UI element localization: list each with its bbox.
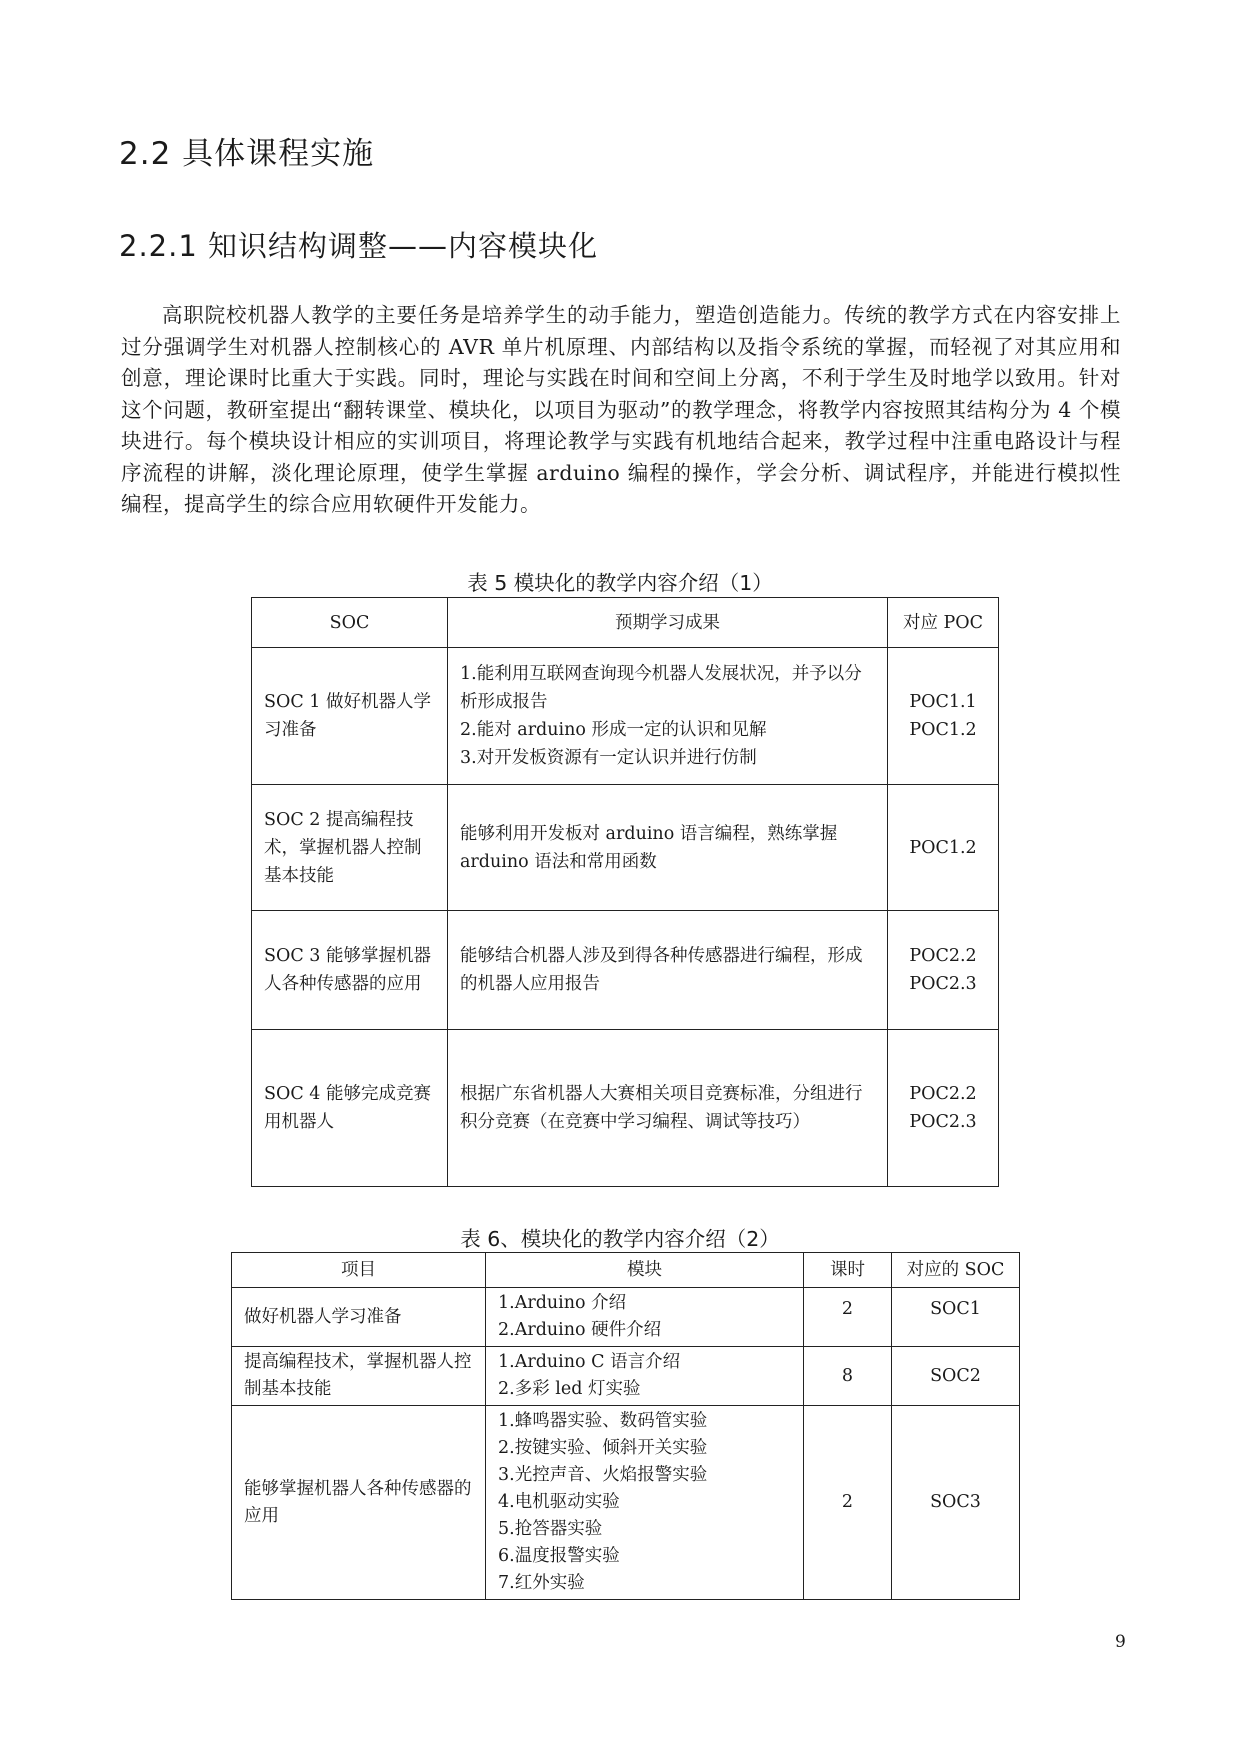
table5-soc-cell: SOC 1 做好机器人学习准备	[252, 648, 448, 785]
poc-value: POC2.3	[909, 1112, 977, 1132]
table6-project-cell: 做好机器人学习准备	[232, 1288, 486, 1347]
table5-poc-cell	[888, 1030, 999, 1187]
table6-project-cell: 能够掌握机器人各种传感器的应用	[232, 1406, 486, 1600]
outcome-line: 根据广东省机器人大赛相关项目竞赛标准，分组进行积分竞赛（在竞赛中学习编程、调试等技巧）	[460, 1084, 863, 1132]
table6-caption: 表 6、模块化的教学内容介绍（2）	[460, 1227, 780, 1251]
subsection-title: 2.2.1 知识结构调整——内容模块化	[119, 229, 599, 263]
table5-header-row	[252, 598, 999, 648]
table5-outcomes-cell	[448, 1030, 888, 1187]
table5-outcomes-cell	[448, 648, 888, 785]
table6-header-modules: 模块	[486, 1253, 804, 1288]
table5-soc-cell: SOC 3 能够掌握机器人各种传感器的应用	[252, 911, 448, 1030]
table5-header-soc: SOC	[252, 598, 448, 648]
module-line: 1.Arduino C 语言介绍	[498, 1352, 681, 1372]
table6-header-project: 项目	[232, 1253, 486, 1288]
table6-hours-cell: 8	[804, 1347, 892, 1406]
poc-value: POC1.2	[909, 837, 977, 858]
table6-modules-cell	[486, 1288, 804, 1347]
module-line: 4.电机驱动实验	[498, 1492, 620, 1512]
table5-poc-cell	[888, 785, 999, 911]
table6-hours-cell: 2	[804, 1406, 892, 1600]
table6-soc-cell: SOC1	[892, 1288, 1020, 1347]
table5-header-outcomes: 预期学习成果	[448, 598, 888, 648]
module-line: 2.按键实验、倾斜开关实验	[498, 1438, 708, 1458]
table-row	[252, 785, 999, 911]
poc-value: POC2.3	[909, 974, 977, 994]
page-number: 9	[1115, 1632, 1126, 1652]
outcome-line: 能够结合机器人涉及到得各种传感器进行编程，形成的机器人应用报告	[460, 946, 863, 994]
table5-poc-cell	[888, 648, 999, 785]
outcome-line: 3.对开发板资源有一定认识并进行仿制	[460, 748, 757, 768]
module-line: 1.Arduino 介绍	[498, 1293, 627, 1313]
module-line: 5.抢答器实验	[498, 1519, 603, 1539]
module-line: 6.温度报警实验	[498, 1546, 620, 1566]
table-row	[232, 1288, 1020, 1347]
table5-header-poc: 对应 POC	[888, 598, 999, 648]
poc-value: POC2.2	[909, 946, 977, 966]
table6-header-hours: 课时	[804, 1253, 892, 1288]
table5-poc-cell	[888, 911, 999, 1030]
table6-header-row	[232, 1253, 1020, 1288]
table6-modules-cell	[486, 1347, 804, 1406]
table5-caption: 表 5 模块化的教学内容介绍（1）	[467, 571, 773, 595]
outcome-line: 2.能对 arduino 形成一定的认识和见解	[460, 720, 767, 740]
table-row	[232, 1406, 1020, 1600]
module-line: 3.光控声音、火焰报警实验	[498, 1465, 708, 1485]
module-line: 2.多彩 led 灯实验	[498, 1379, 641, 1399]
table6-soc-cell: SOC2	[892, 1347, 1020, 1406]
table6	[231, 1252, 1020, 1600]
poc-value: POC1.2	[909, 720, 977, 740]
table5-soc-cell: SOC 2 提高编程技术，掌握机器人控制基本技能	[252, 785, 448, 911]
table-row	[232, 1347, 1020, 1406]
table-row	[252, 911, 999, 1030]
poc-value: POC2.2	[909, 1084, 977, 1104]
poc-value: POC1.1	[909, 692, 977, 712]
table5	[251, 597, 999, 1187]
body-paragraph: 高职院校机器人教学的主要任务是培养学生的动手能力，塑造创造能力。传统的教学方式在内容安排上过分强调学生对机器人控制核心的 AVR 单片机原理、内部结构以及指令系统的掌握，而轻视了对其应用和创意，理论课时比重大于实践。同时，理论与实践在时间和空间上分离，不利于学生及时地学以致用。针对这个问题，教研室提出“翻转课堂、模块化，以项目为驱动”的教学理念，将教学内容按照其结构分为 4 个模块进行。每个模块设计相应的实训项目，将理论教学与实践有机地结合起来，教学过程中注重电路设计与程序流程的讲解，淡化理论原理，使学生掌握 arduino 编程的操作，学会分析、调试程序，并能进行模拟性编程，提高学生的综合应用软硬件开发能力。	[121, 303, 1121, 516]
table6-hours-cell: 2	[804, 1288, 892, 1347]
table6-header-soc: 对应的 SOC	[892, 1253, 1020, 1288]
outcome-line: 能够利用开发板对 arduino 语言编程，熟练掌握 arduino 语法和常用函数	[460, 823, 838, 872]
table-row	[252, 648, 999, 785]
module-line: 7.红外实验	[498, 1573, 585, 1593]
module-line: 1.蜂鸣器实验、数码管实验	[498, 1411, 708, 1431]
table6-modules-cell	[486, 1406, 804, 1600]
table5-outcomes-cell	[448, 785, 888, 911]
table-row	[252, 1030, 999, 1187]
table6-project-cell: 提高编程技术，掌握机器人控制基本技能	[232, 1347, 486, 1406]
module-line: 2.Arduino 硬件介绍	[498, 1320, 662, 1340]
outcome-line: 1.能利用互联网查询现今机器人发展状况，并予以分析形成报告	[460, 664, 862, 712]
table5-soc-cell: SOC 4 能够完成竞赛用机器人	[252, 1030, 448, 1187]
table6-soc-cell: SOC3	[892, 1406, 1020, 1600]
table5-outcomes-cell	[448, 911, 888, 1030]
section-title: 2.2 具体课程实施	[119, 136, 375, 172]
